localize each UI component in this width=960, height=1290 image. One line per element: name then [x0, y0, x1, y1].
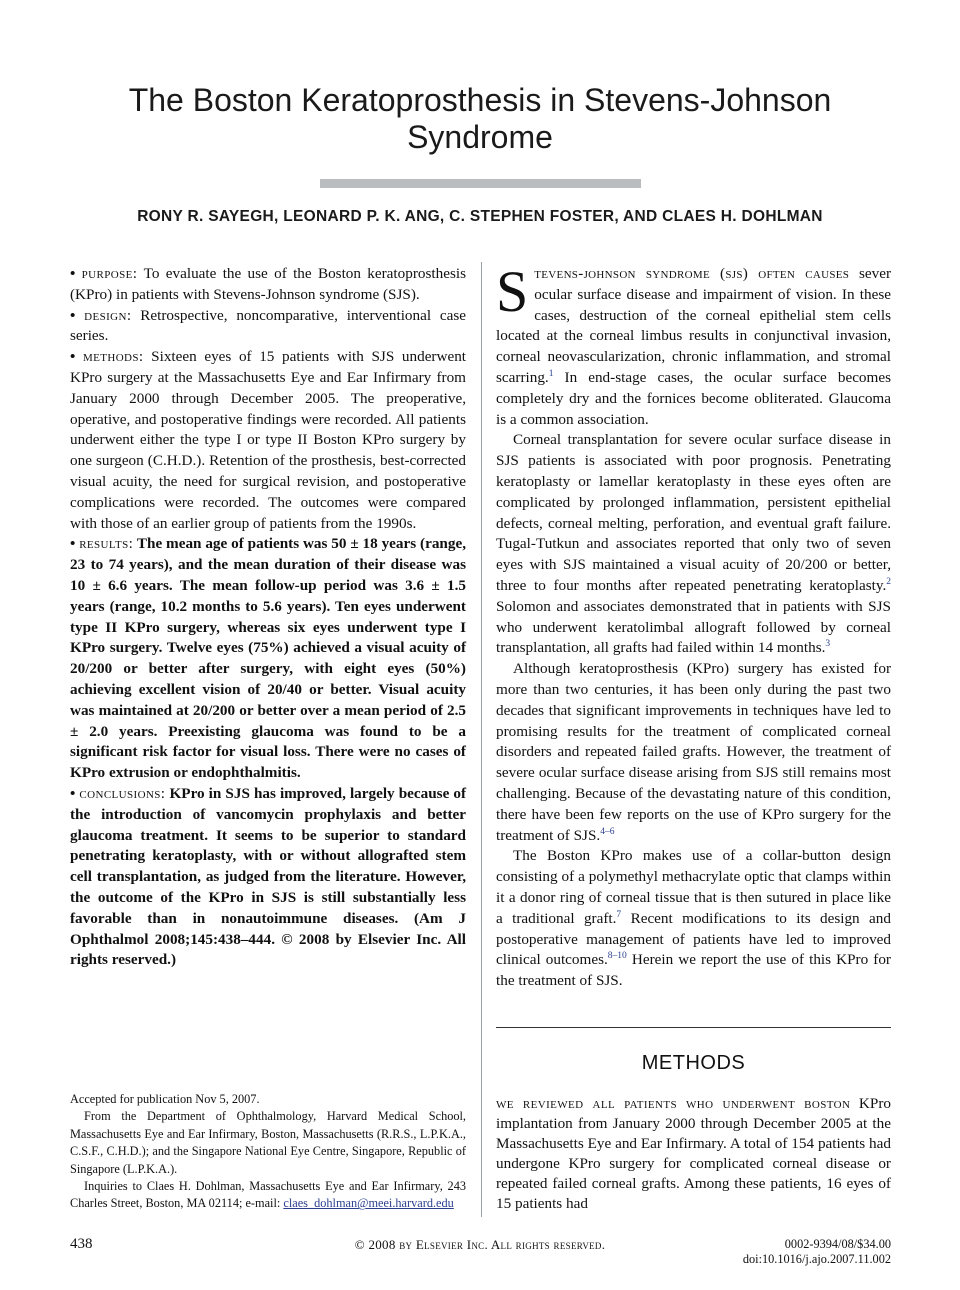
citation-link[interactable]: 2 [886, 576, 891, 587]
intro-lead: tevens-johnson syndrome (sjs) often causes [534, 265, 850, 282]
abstract-label: design: [84, 306, 132, 324]
paragraph-text: Corneal transplantation for severe ocular surface disease in SJS patients is associated with poor prognosis. Penetrating keratoplasty or lamellar keratoplasty in these eyes often are complicated by prolonged inflammation, persistent epithelial defects, corneal melting, perforation, and eventual graft failure. Tugal-Tutkun and associates reported that only two of seven eyes with SJS maintained a visual acuity of 20/200 or better, three to four months after repeated penetrating keratoplasty. [496, 431, 891, 594]
bullet-icon: • [70, 265, 76, 282]
abstract-text: KPro in SJS has improved, largely because of the introduction of vancomycin prophylaxis and better glaucoma treatment. It seems to be superior to standard penetrating keratoplasty, with or without allografted stem cell transplantation, as judged from the literature. However, the outcome of the KPro in SJS is still substantially less favorable than in nonautoimmune diseases. (Am J Ophthalmol 2008;145:438–444. © 2008 by Elsevier Inc. All rights reserved.) [70, 784, 467, 969]
affiliation-note: From the Department of Ophthalmology, Harvard Medical School, Massachusetts Eye and Ear Infirmary, Boston, Massachusetts (R.R.S., L.P.K.A., C.S.F., C.H.D.); and the Singapore National Eye Centre, Singapore, Republic of Singapore (L.P.K.A.). [70, 1109, 466, 1176]
paragraph-text: Herein we report the use of this KPro for the treatment of SJS. [496, 951, 891, 990]
methods-lead: we reviewed all patients who underwent boston [496, 1095, 851, 1112]
journal-ids [743, 1237, 891, 1267]
inquiries-text: Inquiries to Claes H. Dohlman, Massachusetts Eye and Ear Infirmary, 243 Charles Street, Boston, MA 02114; e-mail: [70, 1179, 466, 1211]
intro-paragraph [496, 659, 891, 846]
bullet-icon: • [70, 348, 76, 366]
footnotes [70, 1091, 466, 1213]
abstract [70, 264, 466, 971]
abstract-results [70, 534, 466, 784]
abstract-conclusions [70, 784, 466, 971]
paragraph-text: In end-stage cases, the ocular surface becomes completely dry and the fornices become obliterated. Glaucoma is a common association. [496, 368, 891, 428]
email-link[interactable]: claes_dohlman@meei.harvard.edu [283, 1196, 454, 1211]
abstract-purpose [70, 264, 466, 306]
abstract-text: To evaluate the use of the Boston keratoprosthesis (KPro) in patients with Stevens-Johnson syndrome (SJS). [70, 265, 466, 303]
section-divider [496, 1027, 891, 1028]
bullet-icon: • [70, 535, 76, 553]
paragraph-text: The Boston KPro makes use of a collar-button design consisting of a polymethyl methacrylate optic that clamps within it a donor ring of corneal tissue that is then sutured in place like a traditional graft. [496, 847, 891, 927]
abstract-label: results: [79, 535, 134, 553]
citation-link[interactable]: 1 [548, 368, 554, 379]
issn: 0002-9394/08/$34.00 [784, 1237, 891, 1251]
abstract-label: purpose: [81, 265, 138, 282]
copyright-line: © 2008 by Elsevier Inc. All rights reserved. [354, 1237, 606, 1252]
citation-link[interactable]: 3 [825, 639, 831, 650]
paragraph-text: Although keratoprosthesis (KPro) surgery has existed for more than two centuries, it has been only during the past two decades that significant improvements in techniques have led to promising results for the treatment of complicated corneal disorders and repeated failed grafts. However, the treatment of severe ocular surface disease arising from SJS still remains most challenging. Because of the devastating nature of this condition, there have been few reports on the use of KPro surgery for the treatment of SJS. [496, 660, 891, 844]
intro-paragraph [496, 430, 891, 659]
article-title: The Boston Keratoprosthesis in Stevens-Johnson Syndrome [128, 82, 832, 155]
citation-link[interactable]: 7 [616, 909, 622, 920]
intro-paragraph [496, 259, 891, 430]
citation-link[interactable]: 4–6 [600, 826, 615, 837]
column-divider [481, 262, 482, 1217]
methods-heading: METHODS [641, 1052, 746, 1074]
doi: doi:10.1016/j.ajo.2007.11.002 [742, 1252, 891, 1266]
paragraph-text: Recent modifications to its design and postoperative management of patients have led to improved clinical outcomes. [496, 909, 891, 969]
methods-paragraph [496, 1094, 891, 1214]
drop-cap: S [496, 259, 529, 324]
paragraph-text: KPro implantation from January 2000 through December 2005 at the Massachusetts Eye and Ear Infirmary. A total of 154 patients had undergone KPro surgery for complicated corneal disease or repeated failed corneal grafts. Among these patients, 16 eyes of 15 patients had [496, 1095, 891, 1212]
abstract-text: The mean age of patients was 50 ± 18 years (range, 23 to 74 years), and the mean duration of their disease was 10 ± 6.6 years. The mean follow-up period was 3.6 ± 1.5 years (range, 10.2 months to 5.6 years). Ten eyes underwent type II KPro surgery, whereas six eyes underwent type I KPro surgery. Twelve eyes (75%) achieved a visual acuity of 20/200 or better after surgery, with eight eyes (50%) achieving excellent vision of 20/40 or better. Visual acuity was maintained at 20/200 or better over a mean period of 2.5 ± 2.0 years. Preexisting glaucoma was found to be a significant risk factor for visual loss. There were no cases of KPro extrusion or endophthalmitis. [70, 535, 466, 782]
citation-link[interactable]: 8–10 [607, 951, 627, 962]
paragraph-text: Solomon and associates demonstrated that in patients with SJS who underwent keratolimbal allograft followed by corneal transplantation, all grafts had failed within 14 months. [496, 597, 891, 657]
accepted-note: Accepted for publication Nov 5, 2007. [70, 1092, 260, 1106]
bullet-icon: • [70, 306, 76, 324]
paragraph-text: sever ocular surface disease and impairment of vision. In these cases, destruction of the corneal epithelial stem cells located at the corneal limbus results in conjunctival invasion, corneal neovascularization, chronic inflammation, and stromal scarring. [496, 265, 891, 386]
bullet-icon: • [70, 784, 76, 802]
abstract-design [70, 306, 466, 348]
abstract-methods [70, 347, 466, 534]
title-divider [320, 179, 641, 188]
introduction [496, 259, 891, 992]
abstract-text: Sixteen eyes of 15 patients with SJS underwent KPro surgery at the Massachusetts Eye and Ear Infirmary from January 2000 through December 2005. The preoperative, operative, and postoperative findings were recorded. All patients underwent either the type I or type II Boston KPro surgery by one surgeon (C.H.D.). Retention of the prosthesis, best-corrected visual acuity, the need for surgical revision, and postoperative complications were recorded. The outcomes were compared with those of an earlier group of patients from the 1990s. [70, 348, 467, 532]
page-number: 438 [70, 1236, 93, 1252]
abstract-label: methods: [82, 348, 144, 366]
abstract-label: conclusions: [79, 784, 166, 802]
intro-paragraph [496, 846, 891, 992]
author-list: RONY R. SAYEGH, LEONARD P. K. ANG, C. STEPHEN FOSTER, AND CLAES H. DOHLMAN [137, 208, 823, 225]
abstract-text: Retrospective, noncomparative, interventional case series. [70, 306, 466, 345]
inquiries-note [70, 1178, 466, 1213]
